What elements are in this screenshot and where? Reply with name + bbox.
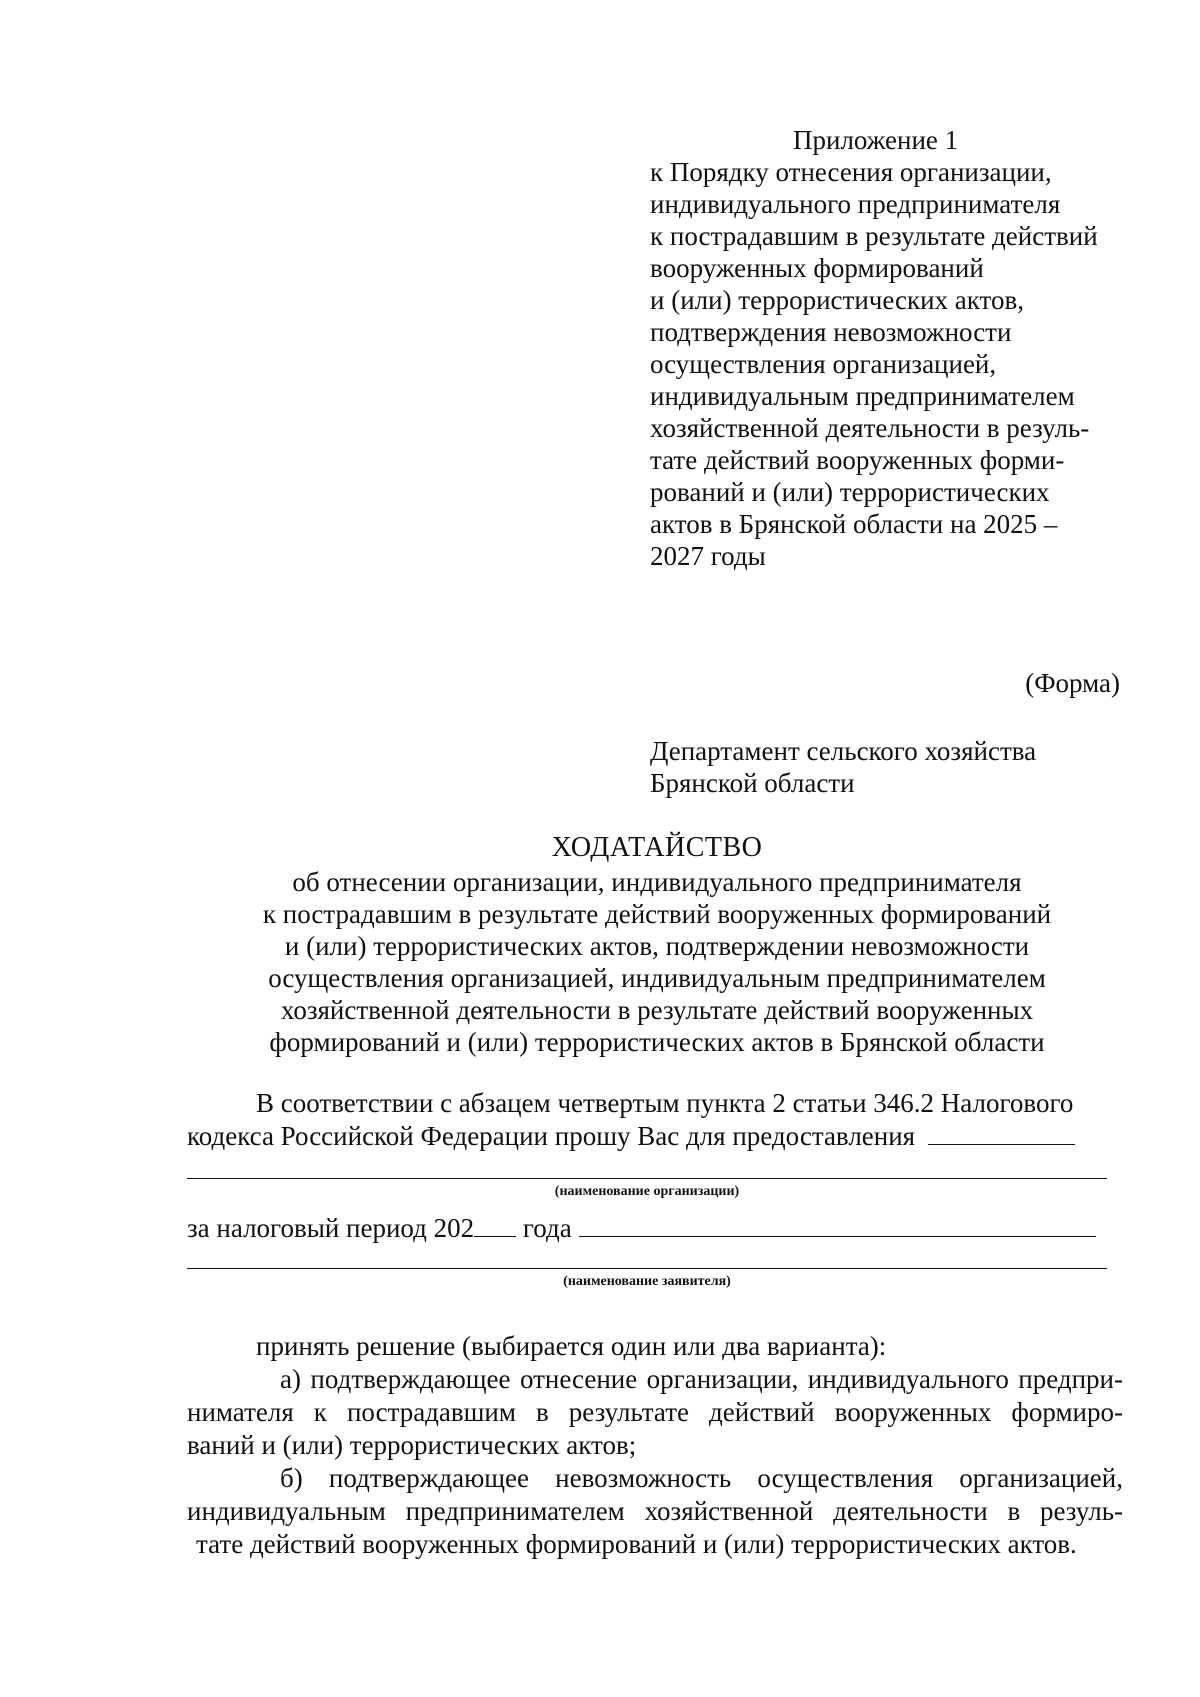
document-title: ХОДАТАЙСТВО <box>551 832 763 863</box>
tax-period-line <box>187 1213 1096 1244</box>
appendix-line: индивидуального предпринимателя <box>650 189 1061 219</box>
tax-period-prefix: за налоговый период 202 <box>187 1213 475 1243</box>
appendix-line: вооруженных формирований <box>650 253 984 283</box>
appendix-block <box>650 124 1130 572</box>
option-b-line: тате действий вооруженных формирований и (или) террористических актов. <box>196 1529 1077 1559</box>
caption-organization: (наименование организации) <box>554 1184 740 1199</box>
form-label: (Форма) <box>1025 668 1120 698</box>
purpose-blank-field[interactable] <box>928 1122 1075 1145</box>
document-subtitle <box>0 866 1200 1058</box>
appendix-line: актов в Брянской области на 2025 – <box>650 509 1058 539</box>
option-b-line: б) подтверждающее невозможность осуществления организацией, <box>280 1463 1123 1493</box>
caption-applicant: (наименование заявителя) <box>563 1274 731 1289</box>
appendix-line: тате действий вооруженных форми- <box>650 445 1065 475</box>
tax-period-suffix: года <box>522 1213 572 1243</box>
option-b-line: индивидуальным предпринимателем хозяйственной деятельности в резуль- <box>187 1496 1123 1526</box>
appendix-line: осуществления организацией, <box>650 349 997 379</box>
appendix-line: подтверждения невозможности <box>650 317 1012 347</box>
appendix-line: индивидуальным предпринимателем <box>650 381 1075 411</box>
appendix-line: 2027 годы <box>650 541 766 571</box>
appendix-line: к Порядку отнесения организации, <box>650 157 1052 187</box>
department-line: Брянской области <box>650 768 855 798</box>
option-a-line: ваний и (или) террористических актов; <box>187 1430 637 1460</box>
body-paragraph-line <box>187 1121 1075 1152</box>
body-paragraph-text: кодекса Российской Федерации прошу Вас для предоставления <box>187 1121 916 1151</box>
appendix-line: к пострадавшим в результате действий <box>650 221 1098 251</box>
option-a-line: нимателя к пострадавшим в результате действий вооруженных формиро- <box>187 1397 1123 1427</box>
tax-year-blank-field[interactable] <box>474 1214 516 1237</box>
body-paragraph-line: В соответствии с абзацем четвертым пункта 2 статьи 346.2 Налогового <box>256 1088 1074 1118</box>
applicant-blank-field[interactable] <box>579 1214 1096 1237</box>
subtitle-line: и (или) террористических актов, подтверждении невозможности <box>284 931 1030 961</box>
organization-name-line[interactable] <box>187 1178 1107 1179</box>
applicant-name-line[interactable] <box>187 1268 1107 1269</box>
decision-line: принять решение (выбирается один или два варианта): <box>256 1331 887 1361</box>
subtitle-line: хозяйственной деятельности в результате действий вооруженных <box>280 995 1034 1025</box>
subtitle-line: к пострадавшим в результате действий вооруженных формирований <box>262 899 1052 929</box>
subtitle-line: об отнесении организации, индивидуального предпринимателя <box>292 867 1022 897</box>
department-line: Департамент сельского хозяйства <box>650 736 1037 766</box>
appendix-line: рований и (или) террористических <box>650 477 1050 507</box>
subtitle-line: формирований и (или) террористических актов в Брянской области <box>269 1027 1045 1057</box>
department-block <box>650 735 1036 799</box>
appendix-line: и (или) террористических актов, <box>650 285 1024 315</box>
appendix-title: Приложение 1 <box>793 125 959 155</box>
appendix-line: хозяйственной деятельности в резуль- <box>650 413 1090 443</box>
subtitle-line: осуществления организацией, индивидуальным предпринимателем <box>268 963 1046 993</box>
option-a-line: а) подтверждающее отнесение организации, индивидуального предпри- <box>280 1364 1123 1394</box>
